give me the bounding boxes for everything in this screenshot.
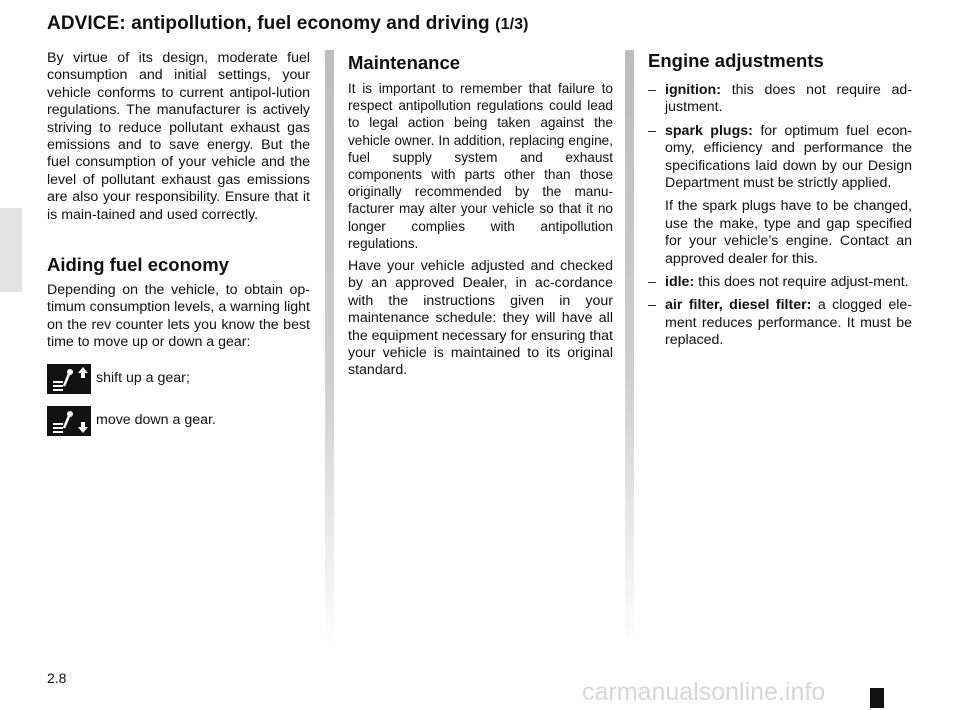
shift-up-indicator-icon	[47, 364, 91, 394]
title-text: ADVICE: antipollution, fuel economy and driving	[47, 13, 490, 34]
item-label: air filter, diesel filter:	[665, 297, 812, 314]
list-dash: –	[648, 274, 656, 291]
item-text: a clogged ele-ment reduces performance. It must be replaced.	[665, 297, 912, 349]
column-divider	[325, 50, 334, 650]
list-item	[648, 274, 912, 291]
item-subparagraph: If the spark plugs have to be changed, use the make, type and gap specified for your vehicle’s engine. Contact an approved dealer for this.	[665, 198, 912, 267]
section-heading-maintenance: Maintenance	[348, 52, 461, 73]
column-divider	[625, 50, 634, 650]
section-heading-fuel-economy: Aiding fuel economy	[47, 254, 229, 276]
section-heading-engine-adjustments: Engine adjustments	[648, 50, 824, 71]
shift-down-indicator-icon	[47, 406, 91, 436]
chapter-tab	[0, 208, 22, 292]
column-maintenance	[348, 52, 613, 380]
page-number: 2.8	[47, 670, 67, 686]
maintenance-paragraph-1: It is important to remember that failure to respect antipollution regulations could lead to legal action being taken against the vehicle owner. In addition, replacing engine, fuel supply system and exhaust components with parts other than those originally recommended by the manu-facturer may alter your vehicle so that it no longer complies with antipollution regulations.	[348, 81, 613, 251]
list-item	[648, 123, 912, 268]
shift-up-row	[47, 364, 310, 394]
shift-down-row	[47, 406, 310, 436]
list-dash: –	[648, 122, 656, 139]
watermark: carmanualsonline.info	[582, 678, 826, 706]
title-part: (1/3)	[495, 16, 529, 33]
fuel-economy-paragraph: Depending on the vehicle, to obtain op-timum consumption levels, a warning light on the rev counter lets you know the best time to move up or down a gear:	[47, 282, 310, 351]
list-dash: –	[648, 297, 656, 314]
column-intro	[47, 50, 310, 436]
maintenance-paragraph-2: Have your vehicle adjusted and checked by an approved Dealer, in ac-cordance with the instructions given in your maintenance schedule: they will have all the equipment necessary for ensuring that your vehicle is maintained to its original standard.	[348, 258, 613, 379]
item-label: ignition:	[665, 82, 721, 98]
list-item	[648, 297, 912, 349]
list-dash: –	[648, 82, 656, 98]
page-title	[47, 13, 529, 35]
item-text: for optimum fuel econ-omy, efficiency and performance the specifications laid down by our Design Department must be strictly applied.	[665, 122, 912, 192]
item-label: spark plugs:	[665, 122, 753, 139]
shift-up-label: shift up a gear;	[96, 369, 190, 386]
list-item	[648, 82, 912, 117]
item-text: this does not require adjust-ment.	[698, 274, 909, 291]
intro-paragraph: By virtue of its design, moderate fuel consumption and initial settings, your vehicle conforms to current antipol-lution regulations. The manufacturer is actively striving to reduce pollutant exhaust gas emissions and to save energy. But the fuel consumption of your vehicle and the level of pollutant exhaust gas emissions are also your responsibility. Ensure that it is main-tained and used correctly.	[47, 50, 310, 223]
shift-down-label: move down a gear.	[96, 411, 216, 428]
item-text: this does not require ad-justment.	[665, 82, 912, 116]
adjustments-list	[648, 82, 912, 350]
item-label: idle:	[665, 274, 695, 291]
column-engine-adjustments	[648, 50, 912, 356]
bookmark-icon	[870, 688, 884, 708]
